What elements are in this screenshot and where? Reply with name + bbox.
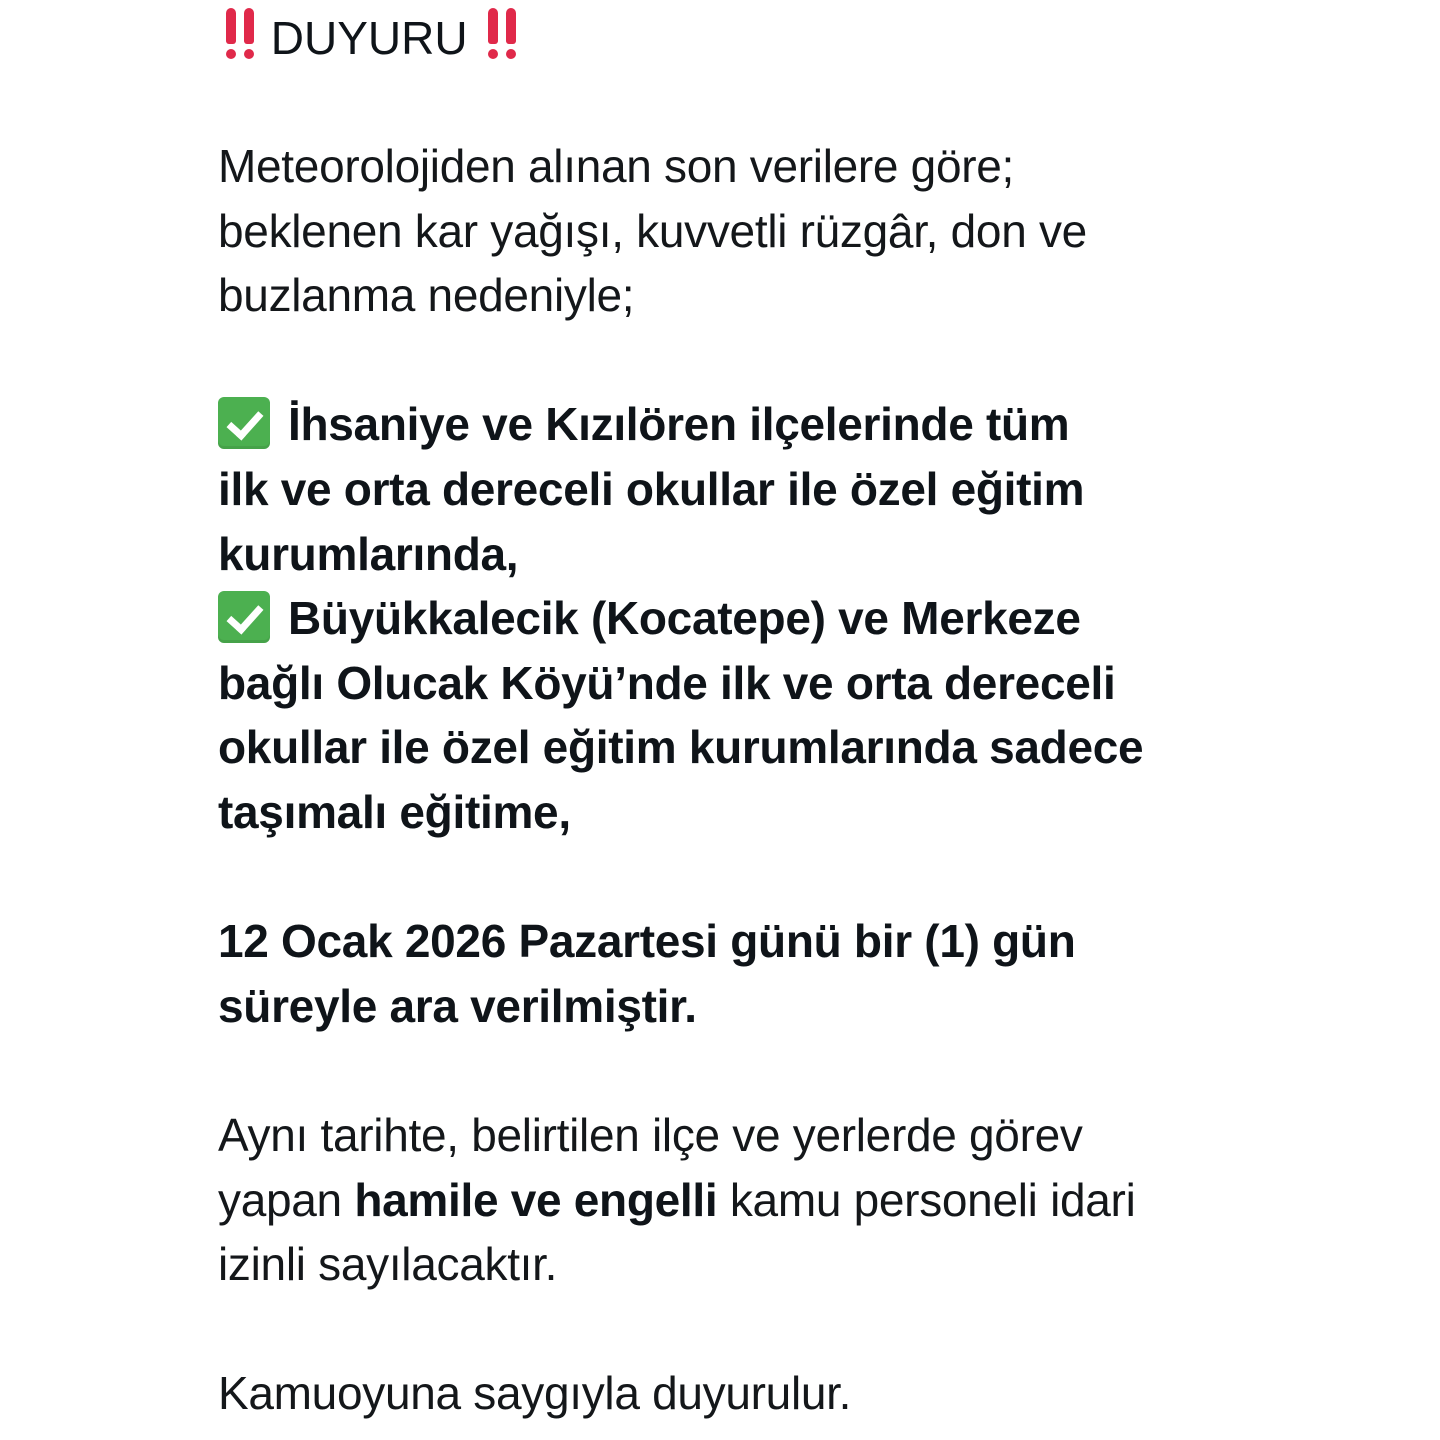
check-mark-icon: [218, 591, 270, 643]
intro-line: buzlanma nedeniyle;: [218, 269, 635, 322]
list-item-line: ilk ve orta dereceli okullar ile özel eğitim: [218, 462, 1085, 515]
decision-line: süreyle ara verilmiştir.: [218, 979, 697, 1032]
list-item-line: okullar ile özel eğitim kurumlarında sadece: [218, 721, 1144, 774]
announcement-title-line: [218, 0, 1228, 76]
intro-line: beklenen kar yağışı, kuvvetli rüzgâr, don ve: [218, 204, 1087, 257]
list-item-line: İhsaniye ve Kızılören ilçelerinde tüm: [218, 392, 1228, 457]
double-exclamation-icon: [480, 8, 520, 60]
intro-line: Meteorolojiden alınan son verilere göre;: [218, 140, 1015, 192]
list-item-line: bağlı Olucak Köyü’nde ilk ve orta dereceli: [218, 656, 1116, 709]
list-item-line: taşımalı eğitime,: [218, 785, 571, 838]
double-exclamation-icon: [218, 8, 258, 60]
post-body: [218, 0, 1228, 1426]
announcement-title: DUYURU: [270, 12, 468, 64]
list-item-line: kurumlarında,: [218, 527, 519, 580]
note-line: yapan hamile ve engelli kamu personeli idari: [218, 1173, 1136, 1226]
decision-line: 12 Ocak 2026 Pazartesi günü bir (1) gün: [218, 915, 1076, 968]
highlighted-text: hamile ve engelli: [354, 1173, 718, 1226]
note-line: Aynı tarihte, belirtilen ilçe ve yerlerde görev: [218, 1108, 1083, 1161]
closing-line: Kamuoyuna saygıyla duyurulur.: [218, 1367, 852, 1420]
list-item-line: Büyükkalecik (Kocatepe) ve Merkeze: [218, 586, 1228, 651]
note-line: izinli sayılacaktır.: [218, 1238, 558, 1291]
check-mark-icon: [218, 397, 270, 449]
